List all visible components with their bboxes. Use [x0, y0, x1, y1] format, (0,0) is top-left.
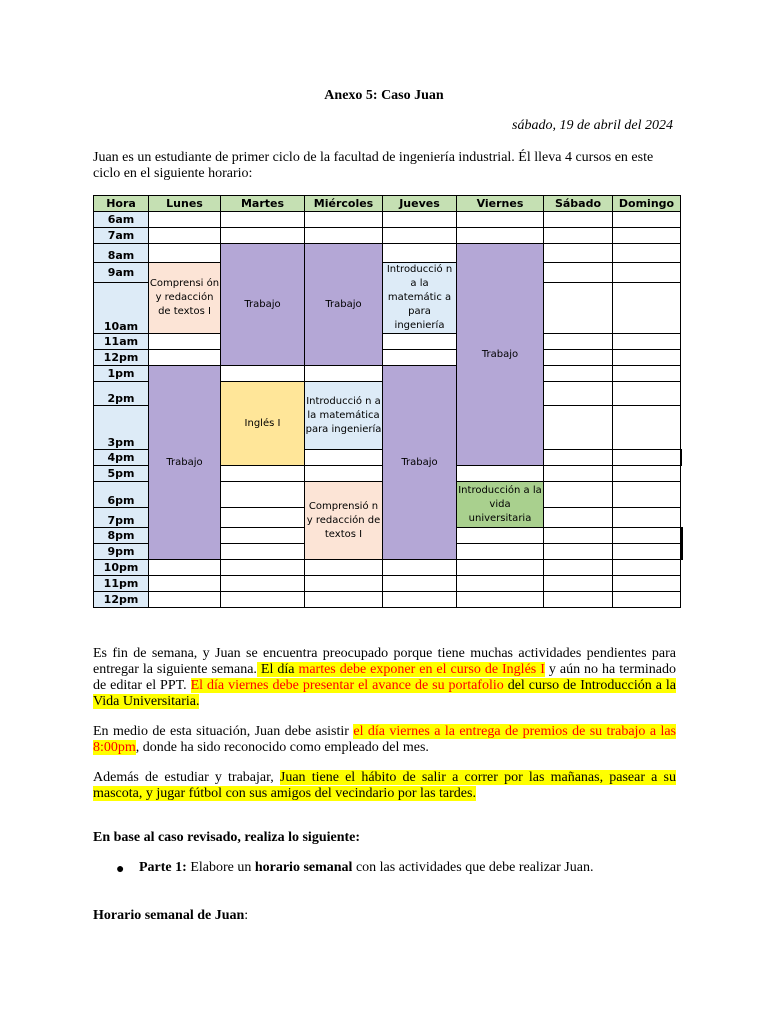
hour-cell: 10am	[94, 282, 149, 333]
miercoles-intro-matematica-block: Introducció n a la matemática para ingeniería	[305, 382, 383, 450]
p2-highlight-red: el día viernes a la entrega de premios de su trabajo a las 8:00pm	[93, 724, 676, 755]
empty-cell	[383, 592, 457, 608]
empty-cell	[305, 560, 383, 576]
empty-cell	[613, 350, 681, 366]
schedule-heading-text: Horario semanal de Juan	[93, 908, 245, 923]
empty-cell	[221, 508, 305, 528]
empty-cell	[544, 482, 613, 508]
empty-cell	[305, 576, 383, 592]
empty-cell	[613, 282, 681, 333]
document-date: sábado, 19 de abril del 2024	[512, 118, 673, 133]
header-sabado: Sábado	[544, 196, 613, 212]
table-row	[94, 366, 683, 382]
hour-cell: 11am	[94, 334, 149, 350]
empty-cell	[544, 508, 613, 528]
empty-cell	[383, 228, 457, 244]
hour-cell: 5pm	[94, 466, 149, 482]
lunes-comprension-block: Comprensi ón y redacción de textos I	[149, 263, 221, 334]
document-title: Anexo 5: Caso Juan	[324, 88, 444, 103]
empty-cell	[457, 544, 544, 560]
empty-cell	[613, 334, 681, 350]
empty-cell	[613, 212, 681, 228]
jueves-intro-matematica-block: Introducció n a la matemátic a para ingeniería	[383, 263, 457, 334]
header-domingo: Domingo	[613, 196, 681, 212]
empty-cell	[457, 576, 544, 592]
p1-text-2: y aún no ha terminado de editar el PPT.	[93, 662, 676, 693]
p3-text-1: Además de estudiar y trabajar,	[93, 770, 280, 785]
table-row	[94, 334, 683, 350]
header-miercoles: Miércoles	[305, 196, 383, 212]
paragraph-weekend	[93, 646, 676, 710]
paragraph-awards	[93, 724, 676, 756]
empty-cell	[613, 263, 681, 283]
empty-cell	[305, 450, 383, 466]
empty-cell	[221, 560, 305, 576]
empty-cell	[149, 334, 221, 350]
hour-cell: 10pm	[94, 560, 149, 576]
empty-cell	[613, 482, 681, 508]
table-row	[94, 228, 683, 244]
empty-cell	[457, 466, 544, 482]
header-jueves: Jueves	[383, 196, 457, 212]
table-row	[94, 592, 683, 608]
part-1-bold: horario semanal	[254, 860, 353, 875]
empty-cell	[149, 212, 221, 228]
empty-cell	[305, 592, 383, 608]
empty-cell	[221, 466, 305, 482]
empty-cell	[149, 228, 221, 244]
schedule-heading	[93, 908, 676, 924]
empty-cell	[544, 282, 613, 333]
hour-cell: 12pm	[94, 350, 149, 366]
hour-cell: 12pm	[94, 592, 149, 608]
header-viernes: Viernes	[457, 196, 544, 212]
empty-cell	[544, 544, 613, 560]
p1-highlight-red-2: El día viernes debe presentar el avance de su portafolio	[190, 678, 504, 693]
empty-cell	[221, 228, 305, 244]
empty-cell	[613, 244, 681, 263]
empty-cell	[613, 466, 681, 482]
header-martes: Martes	[221, 196, 305, 212]
empty-cell	[221, 592, 305, 608]
empty-cell	[457, 528, 544, 544]
hour-cell: 4pm	[94, 450, 149, 466]
empty-cell	[613, 560, 681, 576]
empty-cell	[149, 244, 221, 263]
lunes-trabajo-block: Trabajo	[149, 366, 221, 560]
empty-cell	[613, 576, 681, 592]
table-row	[94, 350, 683, 366]
p1-text-1: Es fin de semana, y Juan se encuentra preocupado porque tiene muchas actividades pendientes para entregar la siguiente semana.	[93, 646, 676, 677]
class-schedule-table	[93, 195, 683, 608]
part-1-item	[139, 860, 593, 876]
empty-cell	[305, 466, 383, 482]
empty-cell	[305, 228, 383, 244]
empty-cell	[544, 334, 613, 350]
hour-cell: 11pm	[94, 576, 149, 592]
empty-cell	[383, 576, 457, 592]
martes-trabajo-block: Trabajo	[221, 244, 305, 366]
empty-cell	[544, 450, 613, 466]
hour-cell: 3pm	[94, 406, 149, 450]
empty-cell	[682, 528, 683, 544]
hour-cell: 9pm	[94, 544, 149, 560]
empty-cell	[682, 544, 683, 560]
p1-highlight-2: del curso de Introducción a la Vida Universitaria.	[93, 678, 676, 709]
empty-cell	[613, 450, 681, 466]
schedule-heading-colon: :	[244, 908, 249, 923]
empty-cell	[221, 544, 305, 560]
part-1-label: Parte 1:	[139, 860, 187, 875]
p1-highlight-1: El día	[256, 662, 299, 677]
intro-paragraph: Juan es un estudiante de primer ciclo de la facultad de ingeniería industrial. Él lleva 4 cursos en este ciclo en el siguiente horario:	[93, 150, 654, 181]
bullet-icon: ●	[116, 862, 125, 877]
p2-text-1: En medio de esta situación, Juan debe asistir	[93, 724, 354, 739]
jueves-trabajo-block: Trabajo	[383, 366, 457, 560]
empty-cell	[221, 576, 305, 592]
part-1-text-1: Elabore un	[186, 860, 255, 875]
table-row	[94, 263, 683, 283]
empty-cell	[383, 334, 457, 350]
empty-cell	[613, 592, 681, 608]
empty-cell	[544, 528, 613, 544]
viernes-vida-universitaria-block: Introducción a la vida universitaria	[457, 482, 544, 528]
empty-cell	[383, 350, 457, 366]
empty-cell	[544, 576, 613, 592]
empty-cell	[544, 560, 613, 576]
header-row	[94, 196, 683, 212]
miercoles-trabajo-block: Trabajo	[305, 244, 383, 366]
instructions-heading: En base al caso revisado, realiza lo siguiente:	[93, 830, 361, 845]
p2-text-2: , donde ha sido reconocido como empleado del mes.	[135, 740, 429, 755]
empty-cell	[544, 244, 613, 263]
empty-cell	[221, 482, 305, 508]
hour-cell: 1pm	[94, 366, 149, 382]
empty-cell	[149, 576, 221, 592]
empty-cell	[613, 528, 681, 544]
hour-cell: 2pm	[94, 382, 149, 406]
empty-cell	[613, 228, 681, 244]
empty-cell	[544, 592, 613, 608]
empty-cell	[383, 244, 457, 263]
hour-cell: 7pm	[94, 508, 149, 528]
empty-cell	[544, 212, 613, 228]
empty-cell	[544, 466, 613, 482]
part-1-text-2: con las actividades que debe realizar Juan.	[352, 860, 594, 875]
empty-cell	[149, 350, 221, 366]
empty-cell	[221, 366, 305, 382]
empty-cell	[457, 212, 544, 228]
miercoles-comprension-block: Comprensió n y redacción de textos I	[305, 482, 383, 560]
table-row	[94, 560, 683, 576]
empty-cell	[383, 212, 457, 228]
empty-cell	[457, 228, 544, 244]
header-hora: Hora	[94, 196, 149, 212]
hour-cell: 8pm	[94, 528, 149, 544]
empty-cell	[544, 228, 613, 244]
empty-cell	[221, 528, 305, 544]
paragraph-habits	[93, 770, 676, 802]
empty-cell	[544, 382, 613, 406]
hour-cell: 8am	[94, 244, 149, 263]
empty-cell	[383, 560, 457, 576]
hour-cell: 6am	[94, 212, 149, 228]
martes-ingles-block: Inglés I	[221, 382, 305, 466]
empty-cell	[613, 406, 681, 450]
table-row	[94, 244, 683, 263]
empty-cell	[221, 212, 305, 228]
hour-cell: 6pm	[94, 482, 149, 508]
empty-cell	[544, 366, 613, 382]
p3-highlight: Juan tiene el hábito de salir a correr por las mañanas, pasear a su mascota, y jugar fútbol con sus amigos del vecindario por las tardes.	[93, 770, 676, 801]
empty-cell	[305, 366, 383, 382]
empty-cell	[305, 212, 383, 228]
table-row	[94, 212, 683, 228]
empty-cell	[613, 382, 681, 406]
empty-cell	[544, 263, 613, 283]
empty-cell	[613, 544, 681, 560]
hour-cell: 7am	[94, 228, 149, 244]
empty-cell	[544, 350, 613, 366]
empty-cell	[613, 508, 681, 528]
empty-cell	[544, 406, 613, 450]
table-row	[94, 576, 683, 592]
viernes-trabajo-block: Trabajo	[457, 244, 544, 466]
hour-cell: 9am	[94, 263, 149, 283]
header-lunes: Lunes	[149, 196, 221, 212]
empty-cell	[149, 560, 221, 576]
empty-cell	[457, 560, 544, 576]
empty-cell	[613, 366, 681, 382]
empty-cell	[149, 592, 221, 608]
empty-cell	[457, 592, 544, 608]
p1-highlight-red-1: martes debe exponer en el curso de Inglés I	[298, 662, 545, 677]
empty-cell	[681, 450, 682, 466]
